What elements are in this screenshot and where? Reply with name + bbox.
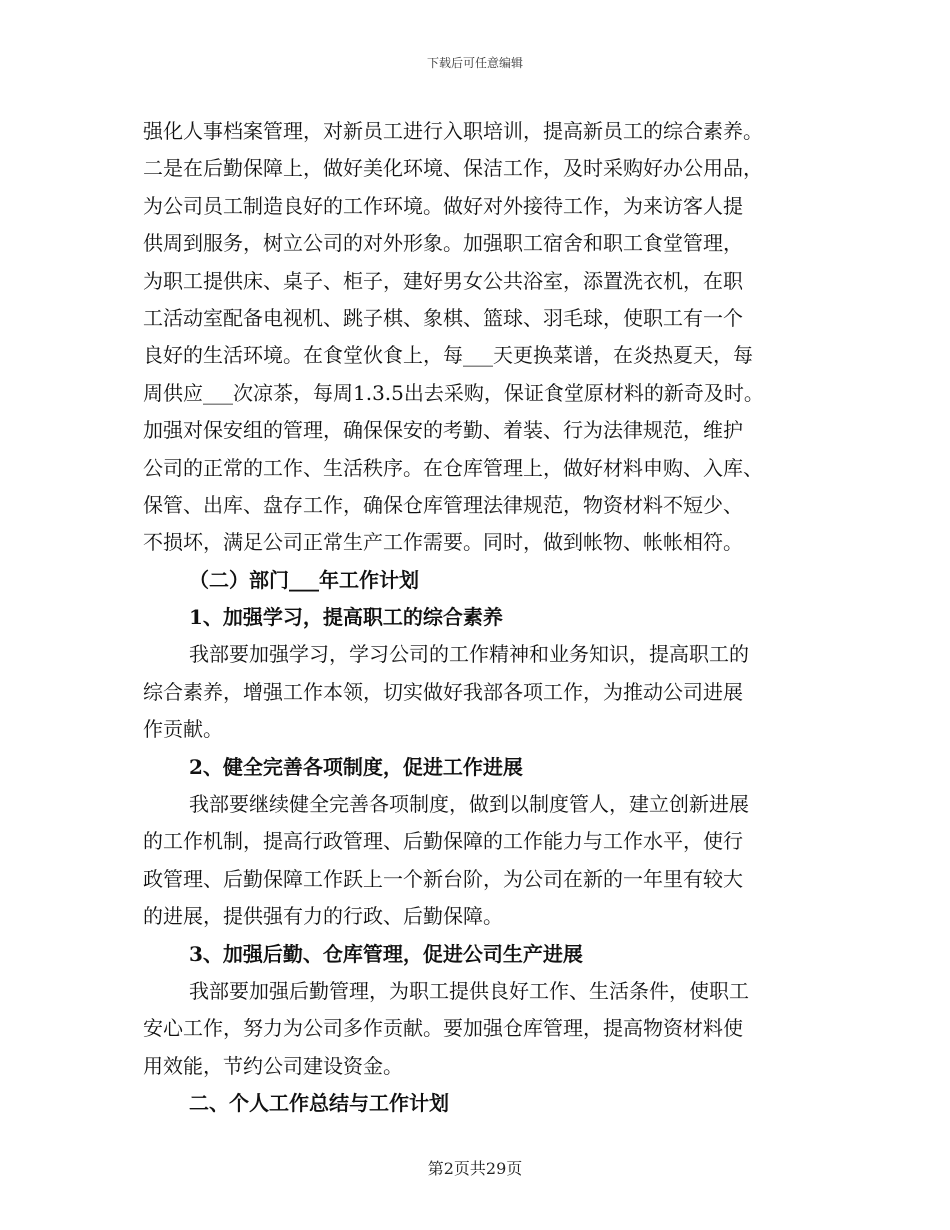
body-line: 周供应___次凉茶，每周1.3.5出去采购，保证食堂原材料的新奇及时。 (143, 380, 764, 405)
body-line: 用效能，节约公司建设资金。 (143, 1053, 403, 1078)
body-line: 安心工作，努力为公司多作贡献。要加强仓库管理，提高物资材料使 (143, 1016, 743, 1041)
body-line: 为公司员工制造良好的工作环境。做好对外接待工作，为来访客人提 (143, 193, 743, 218)
body-line: 我部要加强学习，学习公司的工作精神和业务知识，提高职工的 (189, 642, 749, 667)
section-heading: （二）部门___年工作计划 (189, 567, 419, 592)
subsection-heading: 2、健全完善各项制度，促进工作进展 (189, 754, 523, 779)
body-line: 作贡献。 (143, 717, 223, 742)
body-line: 我部要加强后勤管理，为职工提供良好工作、生活条件，使职工 (189, 978, 749, 1003)
section-heading: 二、个人工作总结与工作计划 (189, 1091, 449, 1116)
body-line: 工活动室配备电视机、跳子棋、象棋、篮球、羽毛球，使职工有一个 (143, 305, 743, 330)
subsection-heading: 1、加强学习，提高职工的综合素养 (189, 605, 503, 630)
body-line: 强化人事档案管理，对新员工进行入职培训，提高新员工的综合素养。 (143, 119, 763, 143)
body-line: 综合素养，增强工作本领，切实做好我部各项工作，为推动公司进展 (143, 679, 743, 704)
body-line: 我部要继续健全完善各项制度，做到以制度管人，建立创新进展 (189, 792, 749, 817)
body-line: 的进展，提供强有力的行政、后勤保障。 (143, 904, 503, 929)
document-body (143, 113, 823, 1123)
body-line: 二是在后勤保障上，做好美化环境、保洁工作，及时采购好办公用品， (143, 156, 763, 181)
body-line: 公司的正常的工作、生活秩序。在仓库管理上，做好材料申购、入库、 (143, 455, 763, 480)
page-number: 第2页共29页 (427, 1159, 523, 1178)
body-line: 政管理、后勤保障工作跃上一个新台阶，为公司在新的一年里有较大 (143, 866, 743, 891)
page-header: 下载后可任意编辑 (426, 56, 523, 70)
body-line: 的工作机制，提高行政管理、后勤保障的工作能力与工作水平，使行 (143, 829, 743, 854)
body-line: 供周到服务，树立公司的对外形象。加强职工宿舍和职工食堂管理， (143, 231, 743, 256)
body-line: 良好的生活环境。在食堂伙食上，每___天更换菜谱，在炎热夏天，每 (143, 343, 753, 368)
body-line: 加强对保安组的管理，确保保安的考勤、着装、行为法律规范，维护 (143, 418, 743, 443)
body-line: 为职工提供床、桌子、柜子，建好男女公共浴室，添置洗衣机，在职 (143, 268, 743, 293)
subsection-heading: 3、加强后勤、仓库管理，促进公司生产进展 (189, 941, 583, 966)
body-line: 不损坏，满足公司正常生产工作需要。同时，做到帐物、帐帐相符。 (143, 530, 743, 555)
body-line: 保管、出库、盘存工作，确保仓库管理法律规范，物资材料不短少、 (143, 492, 743, 517)
